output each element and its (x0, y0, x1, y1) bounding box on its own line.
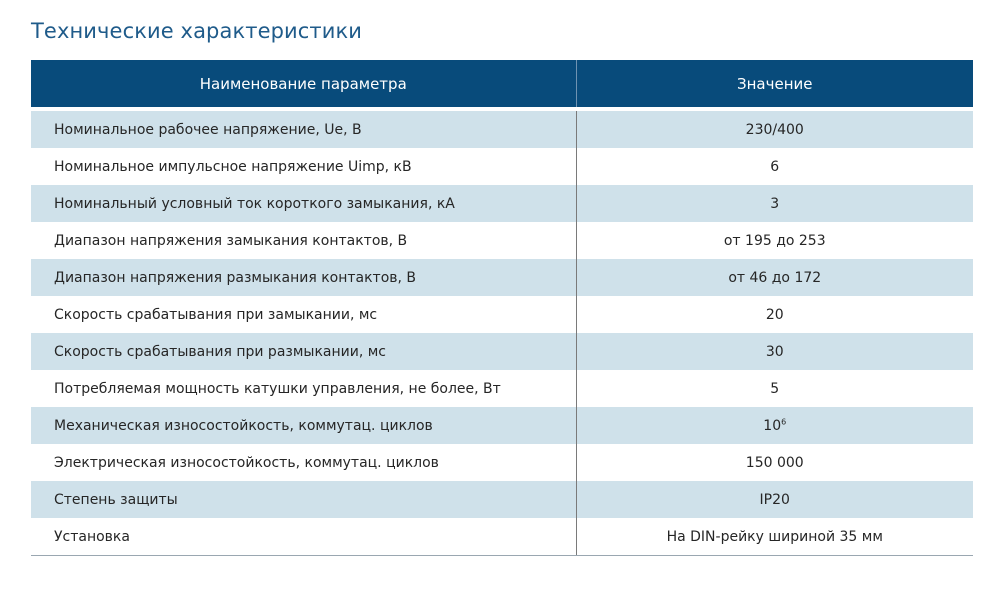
page-title: Технические характеристики (31, 19, 363, 43)
specifications-table (31, 60, 973, 556)
parameter-value: от 46 до 172 (576, 259, 973, 296)
value-exponent: 6 (781, 416, 787, 426)
table-row (31, 481, 973, 518)
table-row (31, 518, 973, 556)
parameter-name: Скорость срабатывания при размыкании, мс (31, 333, 576, 370)
parameter-name: Электрическая износостойкость, коммутац. циклов (31, 444, 576, 481)
column-header-parameter: Наименование параметра (31, 60, 576, 109)
parameter-value: 150 000 (576, 444, 973, 481)
parameter-name: Скорость срабатывания при замыкании, мс (31, 296, 576, 333)
table-row (31, 222, 973, 259)
table-row (31, 185, 973, 222)
parameter-name: Степень защиты (31, 481, 576, 518)
parameter-name: Диапазон напряжения замыкания контактов, В (31, 222, 576, 259)
parameter-value: 5 (576, 370, 973, 407)
parameter-name: Потребляемая мощность катушки управления, не более, Вт (31, 370, 576, 407)
table-row (31, 370, 973, 407)
parameter-name: Номинальный условный ток короткого замыкания, кА (31, 185, 576, 222)
parameter-value: 30 (576, 333, 973, 370)
parameter-name: Механическая износостойкость, коммутац. циклов (31, 407, 576, 444)
table-row (31, 407, 973, 444)
table-row (31, 333, 973, 370)
parameter-value: 230/400 (576, 109, 973, 148)
table-row (31, 259, 973, 296)
parameter-value: 6 (576, 148, 973, 185)
value-base: 10 (763, 417, 782, 434)
parameter-value (576, 407, 973, 444)
parameter-value: 3 (576, 185, 973, 222)
table-row (31, 109, 973, 148)
table-row (31, 296, 973, 333)
table-row (31, 444, 973, 481)
table-header-row (31, 60, 973, 109)
parameter-value: 20 (576, 296, 973, 333)
parameter-name: Диапазон напряжения размыкания контактов, В (31, 259, 576, 296)
column-header-value: Значение (576, 60, 973, 109)
parameter-name: Номинальное рабочее напряжение, Ue, В (31, 109, 576, 148)
parameter-value: IP20 (576, 481, 973, 518)
parameter-value: от 195 до 253 (576, 222, 973, 259)
parameter-name: Установка (31, 518, 576, 556)
table-row (31, 148, 973, 185)
parameter-value: На DIN-рейку шириной 35 мм (576, 518, 973, 556)
parameter-name: Номинальное импульсное напряжение Uimp, кВ (31, 148, 576, 185)
